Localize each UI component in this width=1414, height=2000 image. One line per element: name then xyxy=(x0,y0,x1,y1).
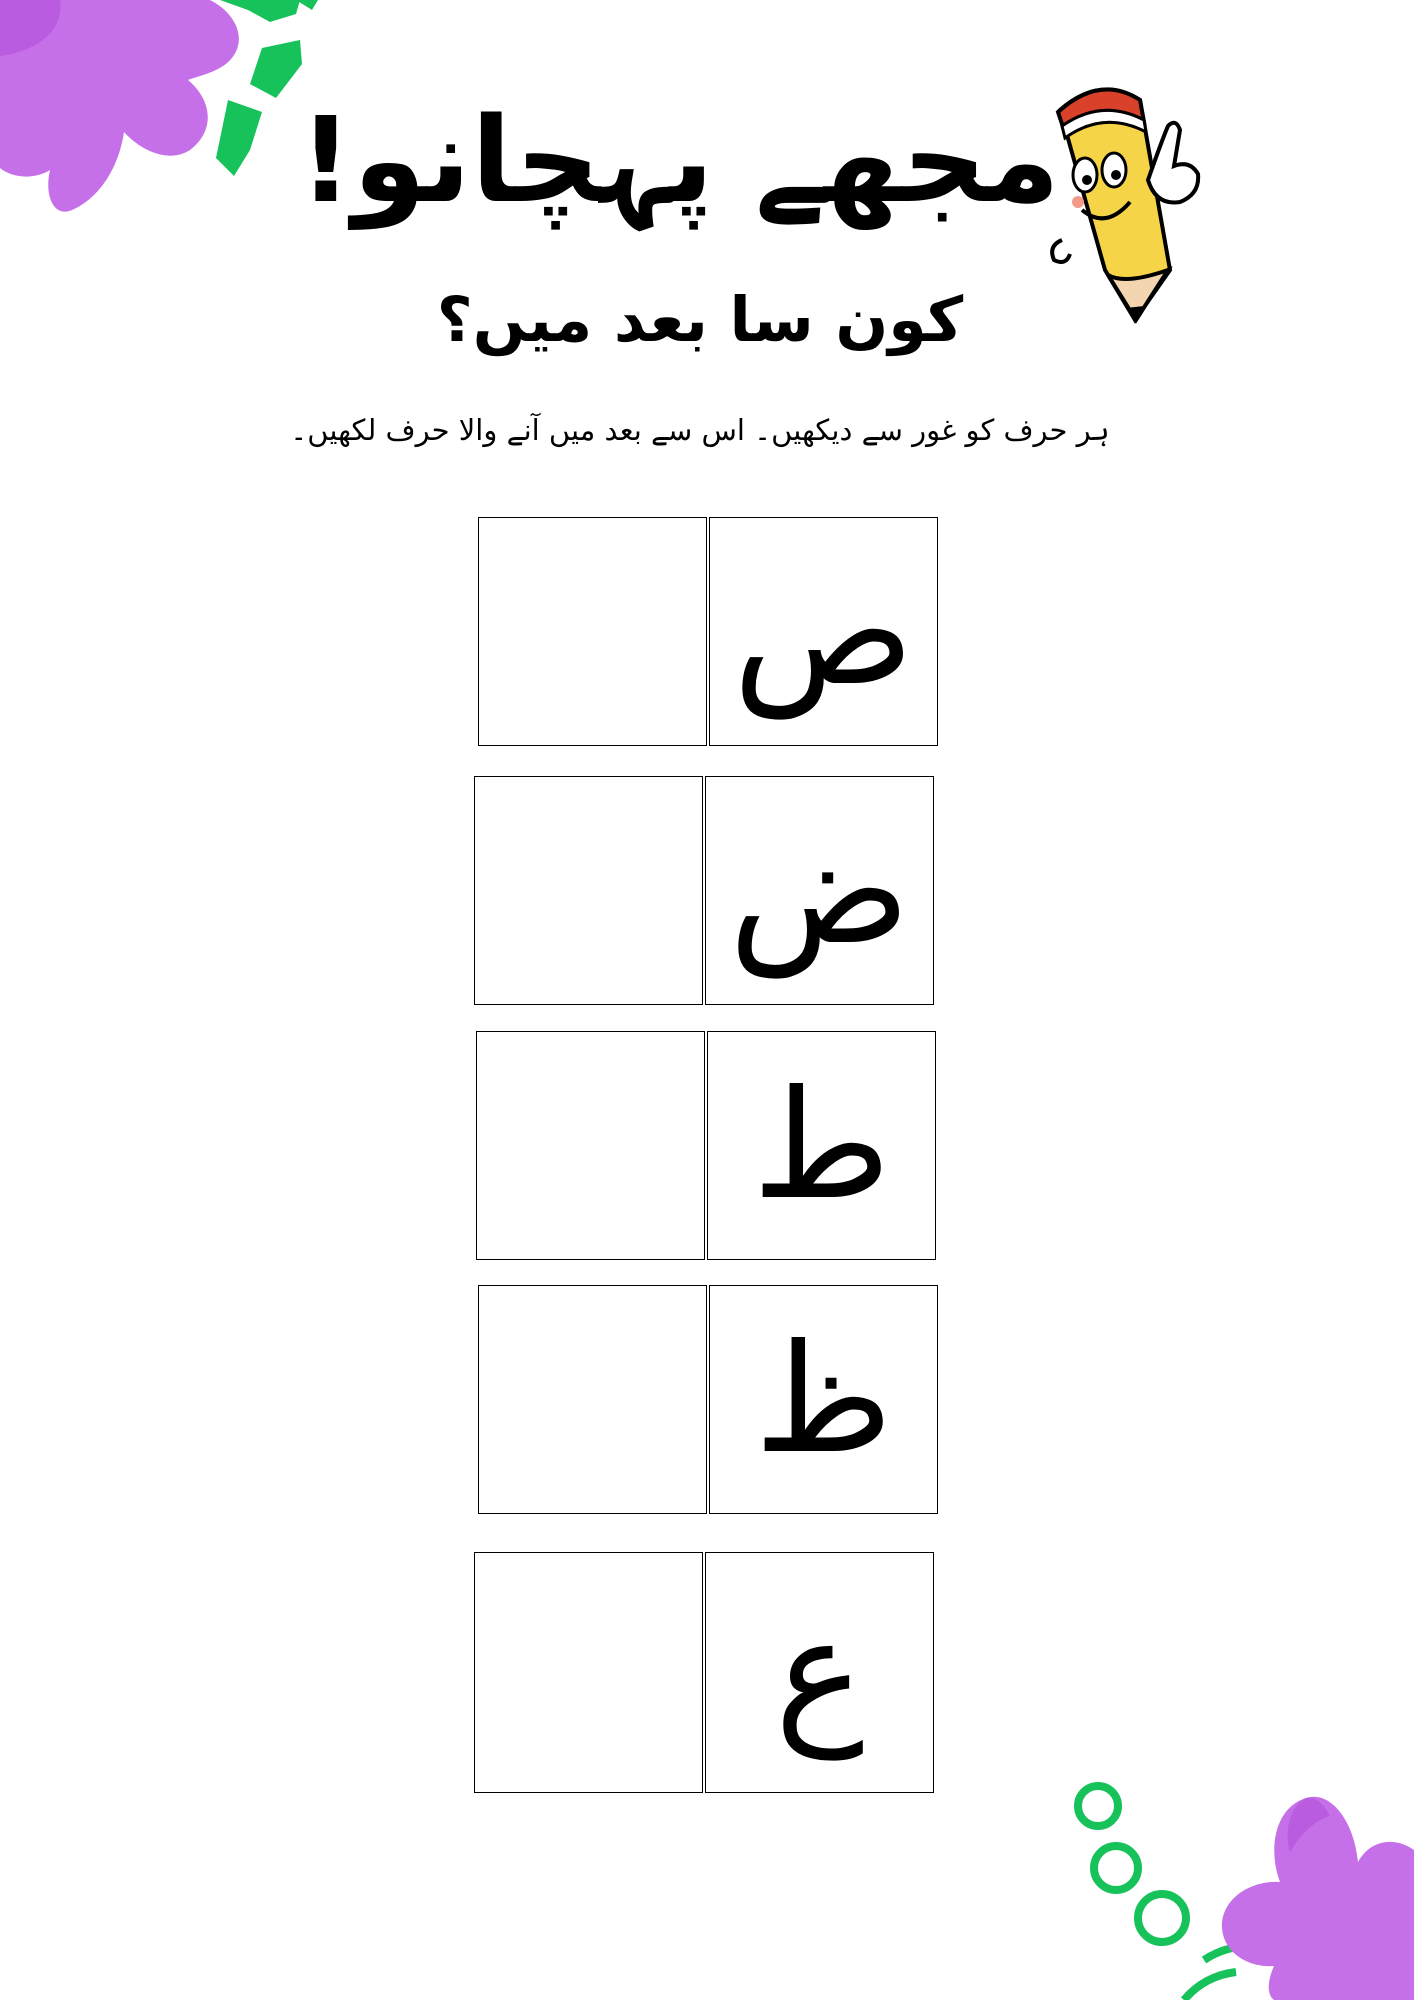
exercise-row xyxy=(474,776,934,1005)
letter-text: ص xyxy=(732,544,915,719)
letter-box xyxy=(709,1285,938,1514)
letter-box xyxy=(705,1552,934,1793)
answer-box[interactable] xyxy=(478,1285,707,1514)
answer-box[interactable] xyxy=(476,1031,705,1260)
letter-box xyxy=(709,517,938,746)
worksheet-subtitle: کون سا بعد میں؟ xyxy=(436,283,964,356)
answer-box[interactable] xyxy=(474,776,703,1005)
letter-box xyxy=(705,776,934,1005)
purple-flower-bottom-right-icon xyxy=(1054,1740,1414,2000)
exercise-row xyxy=(478,1285,938,1514)
instructions-text: ہر حرف کو غور سے دیکھیں۔ اس سے بعد میں آنے والا حرف لکھیں۔ xyxy=(290,413,1110,447)
letter-box xyxy=(707,1031,936,1260)
letter-text: ع xyxy=(774,1585,865,1760)
exercise-row xyxy=(478,517,938,746)
answer-box[interactable] xyxy=(474,1552,703,1793)
purple-flower-top-left-icon xyxy=(0,0,340,260)
letter-text: ظ xyxy=(754,1312,893,1487)
worksheet-title: مجھے پہچانو! xyxy=(298,91,1060,229)
exercise-row xyxy=(476,1031,936,1260)
letter-text: ض xyxy=(728,803,911,978)
answer-box[interactable] xyxy=(478,517,707,746)
letter-text: ط xyxy=(752,1058,891,1233)
exercise-row xyxy=(474,1552,934,1793)
